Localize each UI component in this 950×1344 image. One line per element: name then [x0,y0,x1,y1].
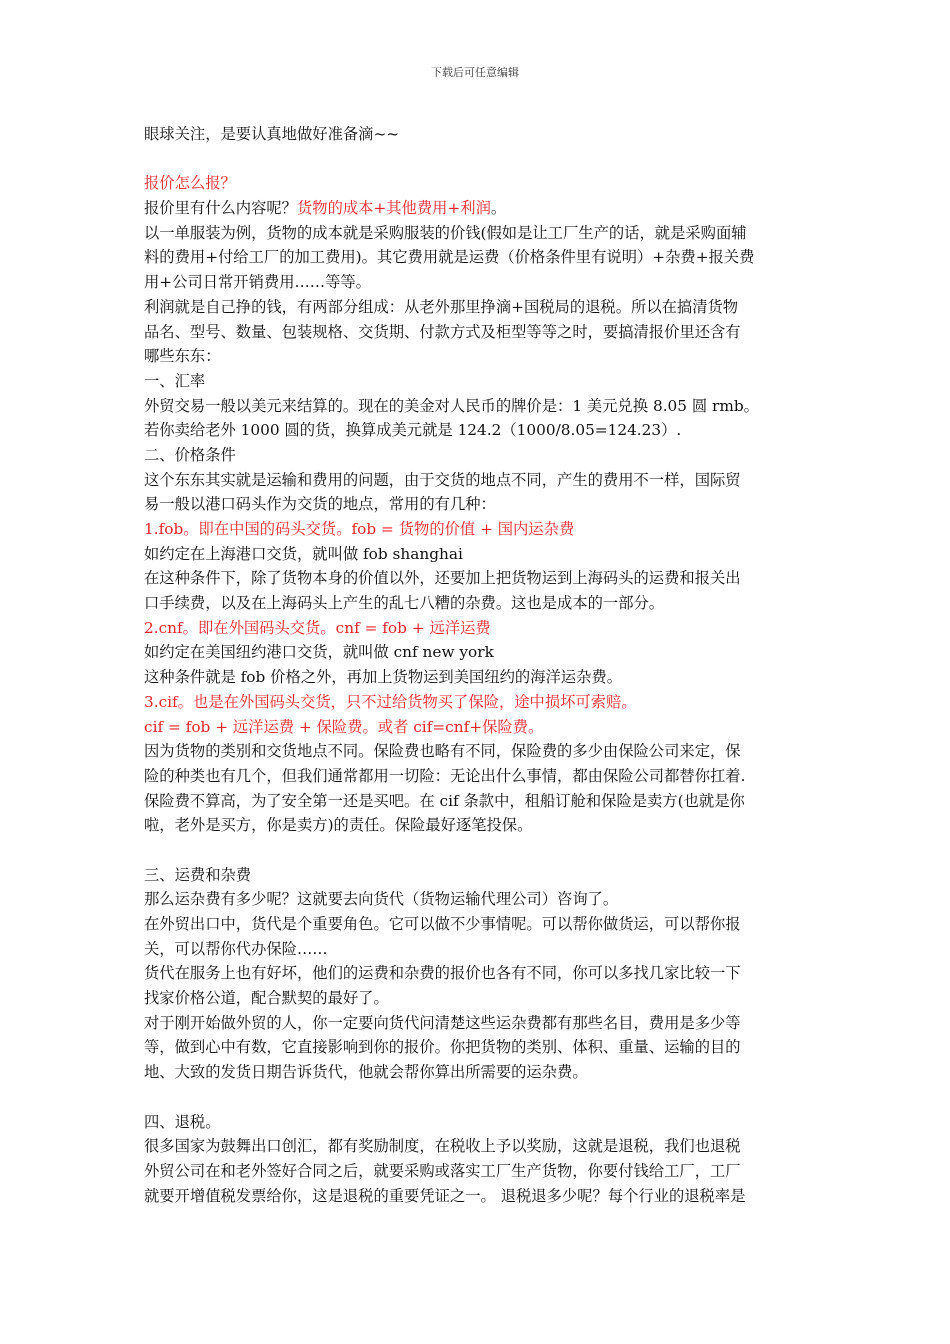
document-body [144,122,808,1208]
text-line: 货代在服务上也有好坏，他们的运费和杂费的报价也各有不同，你可以多找几家比较一下 [144,964,741,983]
text-line: 如约定在上海港口交货，就叫做 fob shanghai [144,544,463,563]
text-line: 三、运费和杂费 [144,865,252,884]
highlighted-text: cif = fob + 远洋运费 + 保险费。或者 cif=cnf+保险费。 [144,717,544,736]
text-line: 易一般以港口码头作为交货的地点，常用的有几种： [144,495,496,514]
text-line: 利润就是自己挣的钱，有两部分组成：从老外那里挣滴+国税局的退税。所以在搞清货物 [144,297,739,316]
highlighted-text: 3.cif。也是在外国码头交货，只不过给货物买了保险，途中损坏可索赔。 [144,692,637,711]
highlighted-text: 2.cnf。即在外国码头交货。cnf = fob + 远洋运费 [144,618,491,637]
text-line: 在外贸出口中，货代是个重要角色。它可以做不少事情呢。可以帮你做货运，可以帮你报 [144,915,741,933]
text-line: 这种条件就是 fob 价格之外，再加上货物运到美国纽约的海洋运杂费。 [144,668,622,687]
text-line: 眼球关注，是要认真地做好准备滴~~ [144,125,400,143]
text-line [144,196,808,221]
text-segment: 报价里有什么内容呢？ [144,199,297,218]
text-line: 外贸交易一般以美元来结算的。现在的美金对人民币的牌价是：1 美元兑换 8.05 圆 rmb。 [144,396,759,415]
text-line: 如约定在美国纽约港口交货，就叫做 cnf new york [144,643,494,662]
text-line: 品名、型号、数量、包装规格、交货期、付款方式及柜型等等之时，要搞清报价里还含有 [144,322,741,341]
blank-line [144,838,808,863]
text-segment: 。 [490,199,507,218]
page-header: 下载后可任意编辑 [431,66,519,79]
blank-line [144,147,808,172]
text-line: 险的种类也有几个，但我们通常都用一切险：无论出什么事情，都由保险公司都替你扛着. [144,766,746,785]
text-line: 二、价格条件 [144,445,236,464]
text-line: 以一单服装为例，货物的成本就是采购服装的价钱(假如是让工厂生产的话，就是采购面辅 [144,223,747,242]
text-line: 若你卖给老外 1000 圆的货，换算成美元就是 124.2（1000/8.05=124.23）. [144,421,682,440]
blank-line [144,1085,808,1110]
highlighted-text: 报价怎么报？ [144,174,236,193]
text-line: 那么运杂费有多少呢？这就要去向货代（货物运输代理公司）咨询了。 [144,890,619,909]
highlighted-text: 货物的成本+其他费用+利润 [296,199,491,218]
text-line: 对于刚开始做外贸的人，你一定要向货代问清楚这些运杂费都有那些名目，费用是多少等 [144,1013,741,1032]
text-line: 啦，老外是买方，你是卖方)的责任。保险最好逐笔投保。 [144,816,533,835]
text-line: 找家价格公道，配合默契的最好了。 [144,989,389,1008]
text-line: 很多国家为鼓舞出口创汇，都有奖励制度，在税收上予以奖励，这就是退税，我们也退税 [144,1137,741,1156]
text-line: 这个东东其实就是运输和费用的问题，由于交货的地点不同，产生的费用不一样，国际贸 [144,470,741,489]
text-line: 因为货物的类别和交货地点不同。保险费也略有不同，保险费的多少由保险公司来定，保 [144,742,741,761]
text-line: 口手续费，以及在上海码头上产生的乱七八糟的杂费。这也是成本的一部分。 [144,594,665,613]
text-line [144,715,808,740]
text-line: 等，做到心中有数，它直接影响到你的报价。你把货物的类别、体积、重量、运输的目的 [144,1038,741,1057]
text-line: 关，可以帮你代办保险…… [144,939,328,958]
text-line [144,171,808,196]
text-line [144,517,808,542]
text-line: 一、汇率 [144,371,206,390]
text-line: 就要开增值税发票给你，这是退税的重要凭证之一。 退税退多少呢？每个行业的退税率是 [144,1186,746,1205]
text-line: 料的费用+付给工厂的加工费用)。其它费用就是运费（价格条件里有说明）+杂费+报关费 [144,248,755,267]
text-line: 外贸公司在和老外签好合同之后，就要采购或落实工厂生产货物，你要付钱给工厂，工厂 [144,1161,741,1180]
text-line: 四、退税。 [144,1112,221,1131]
text-line: 保险费不算高，为了安全第一还是买吧。在 cif 条款中，租船订舱和保险是卖方(也就是你 [144,791,745,810]
highlighted-text: 1.fob。即在中国的码头交货。fob = 货物的价值 + 国内运杂费 [144,520,575,538]
text-line: 地、大致的发货日期告诉货代，他就会帮你算出所需要的运杂费。 [144,1063,588,1082]
text-line [144,690,808,715]
text-line: 用+公司日常开销费用……等等。 [144,273,371,292]
text-line: 哪些东东： [144,347,221,366]
text-line [144,616,808,641]
text-line: 在这种条件下，除了货物本身的价值以外，还要加上把货物运到上海码头的运费和报关出 [144,569,741,588]
